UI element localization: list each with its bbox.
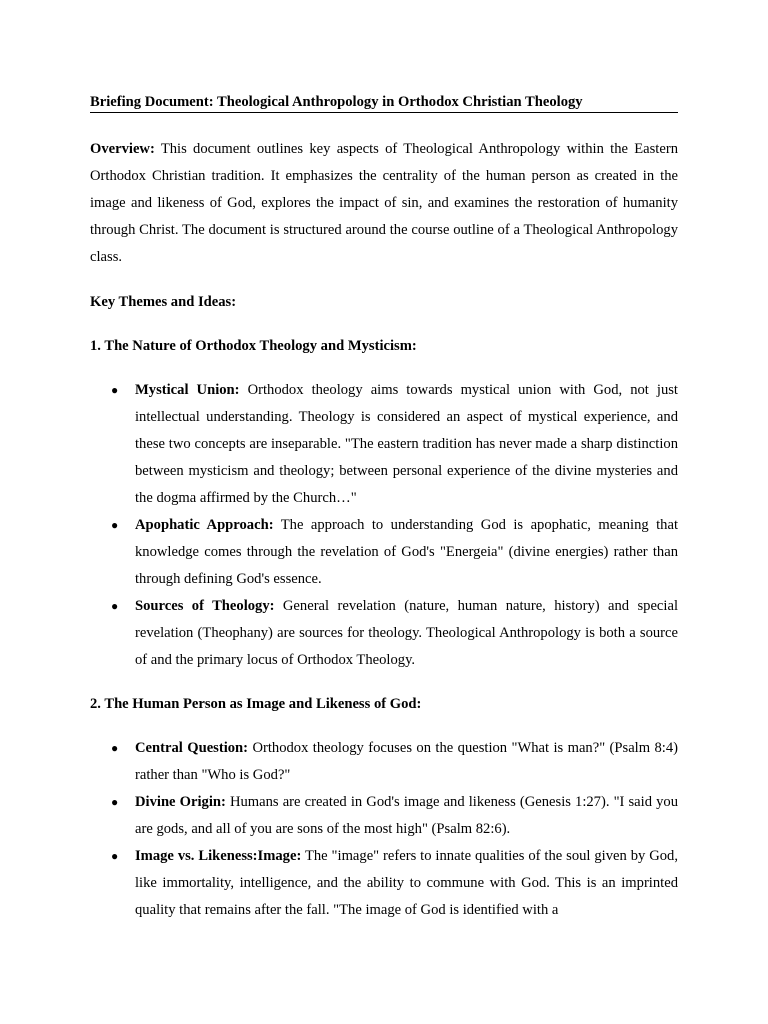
- list-item: [90, 593, 678, 674]
- list-item: [90, 735, 678, 789]
- overview-text: This document outlines key aspects of Theological Anthropology within the Eastern Orthodox Christian tradition. It emphasizes the centrality of the human person as created in the image and likeness of God, explores the impact of sin, and examines the restoration of humanity through Christ. The document is structured around the course outline of a Theological Anthropology class.: [90, 141, 678, 265]
- item-label: Apophatic Approach:: [135, 517, 274, 533]
- item-label: Image vs. Likeness:Image:: [135, 848, 302, 864]
- document-title: Briefing Document: Theological Anthropology in Orthodox Christian Theology: [90, 92, 678, 113]
- item-label: Mystical Union:: [135, 382, 240, 398]
- list-item: [90, 512, 678, 593]
- section-2-heading: 2. The Human Person as Image and Likeness of God:: [90, 696, 422, 712]
- bullet-icon: ●: [111, 518, 119, 532]
- list-item: [90, 377, 678, 512]
- list-item: [90, 789, 678, 843]
- item-label: Central Question:: [135, 740, 249, 756]
- item-text: General revelation (nature, human nature, history) and special revelation (Theophany) are sources for theology. Theological Anthropology is both a source of and the primary locus of Orthodox Theology.: [135, 598, 678, 668]
- bullet-icon: ●: [111, 849, 119, 863]
- item-text: The approach to understanding God is apophatic, meaning that knowledge comes through the revelation of God's "Energeia" (divine energies) rather than through defining God's essence.: [135, 517, 678, 587]
- key-themes-heading: Key Themes and Ideas:: [90, 294, 237, 310]
- bullet-icon: ●: [111, 383, 119, 397]
- item-text: The "image" refers to innate qualities of the soul given by God, like immortality, intelligence, and the ability to commune with God. This is an imprinted quality that remains after the fall. "The image of God is identified with a: [135, 848, 678, 918]
- section-1-list: [90, 377, 678, 674]
- bullet-icon: ●: [111, 795, 119, 809]
- list-item: [90, 843, 678, 924]
- overview-label: Overview:: [90, 141, 155, 157]
- item-label: Sources of Theology:: [135, 598, 275, 614]
- item-text: Orthodox theology focuses on the question "What is man?" (Psalm 8:4) rather than "Who is God?": [135, 740, 678, 783]
- item-label: Divine Origin:: [135, 794, 226, 810]
- item-text: Humans are created in God's image and likeness (Genesis 1:27). "I said you are gods, and all of you are sons of the most high" (Psalm 82:6).: [135, 794, 678, 837]
- item-text: Orthodox theology aims towards mystical union with God, not just intellectual understanding. Theology is considered an aspect of mystical experience, and these two concepts are inseparable. "The eastern tradition has never made a sharp distinction between mysticism and theology; between personal experience of the divine mysteries and the dogma affirmed by the Church…": [135, 382, 678, 506]
- overview-paragraph: [90, 136, 678, 271]
- bullet-icon: ●: [111, 741, 119, 755]
- bullet-icon: ●: [111, 599, 119, 613]
- section-1-heading: 1. The Nature of Orthodox Theology and Mysticism:: [90, 338, 417, 354]
- section-2-list: [90, 735, 678, 924]
